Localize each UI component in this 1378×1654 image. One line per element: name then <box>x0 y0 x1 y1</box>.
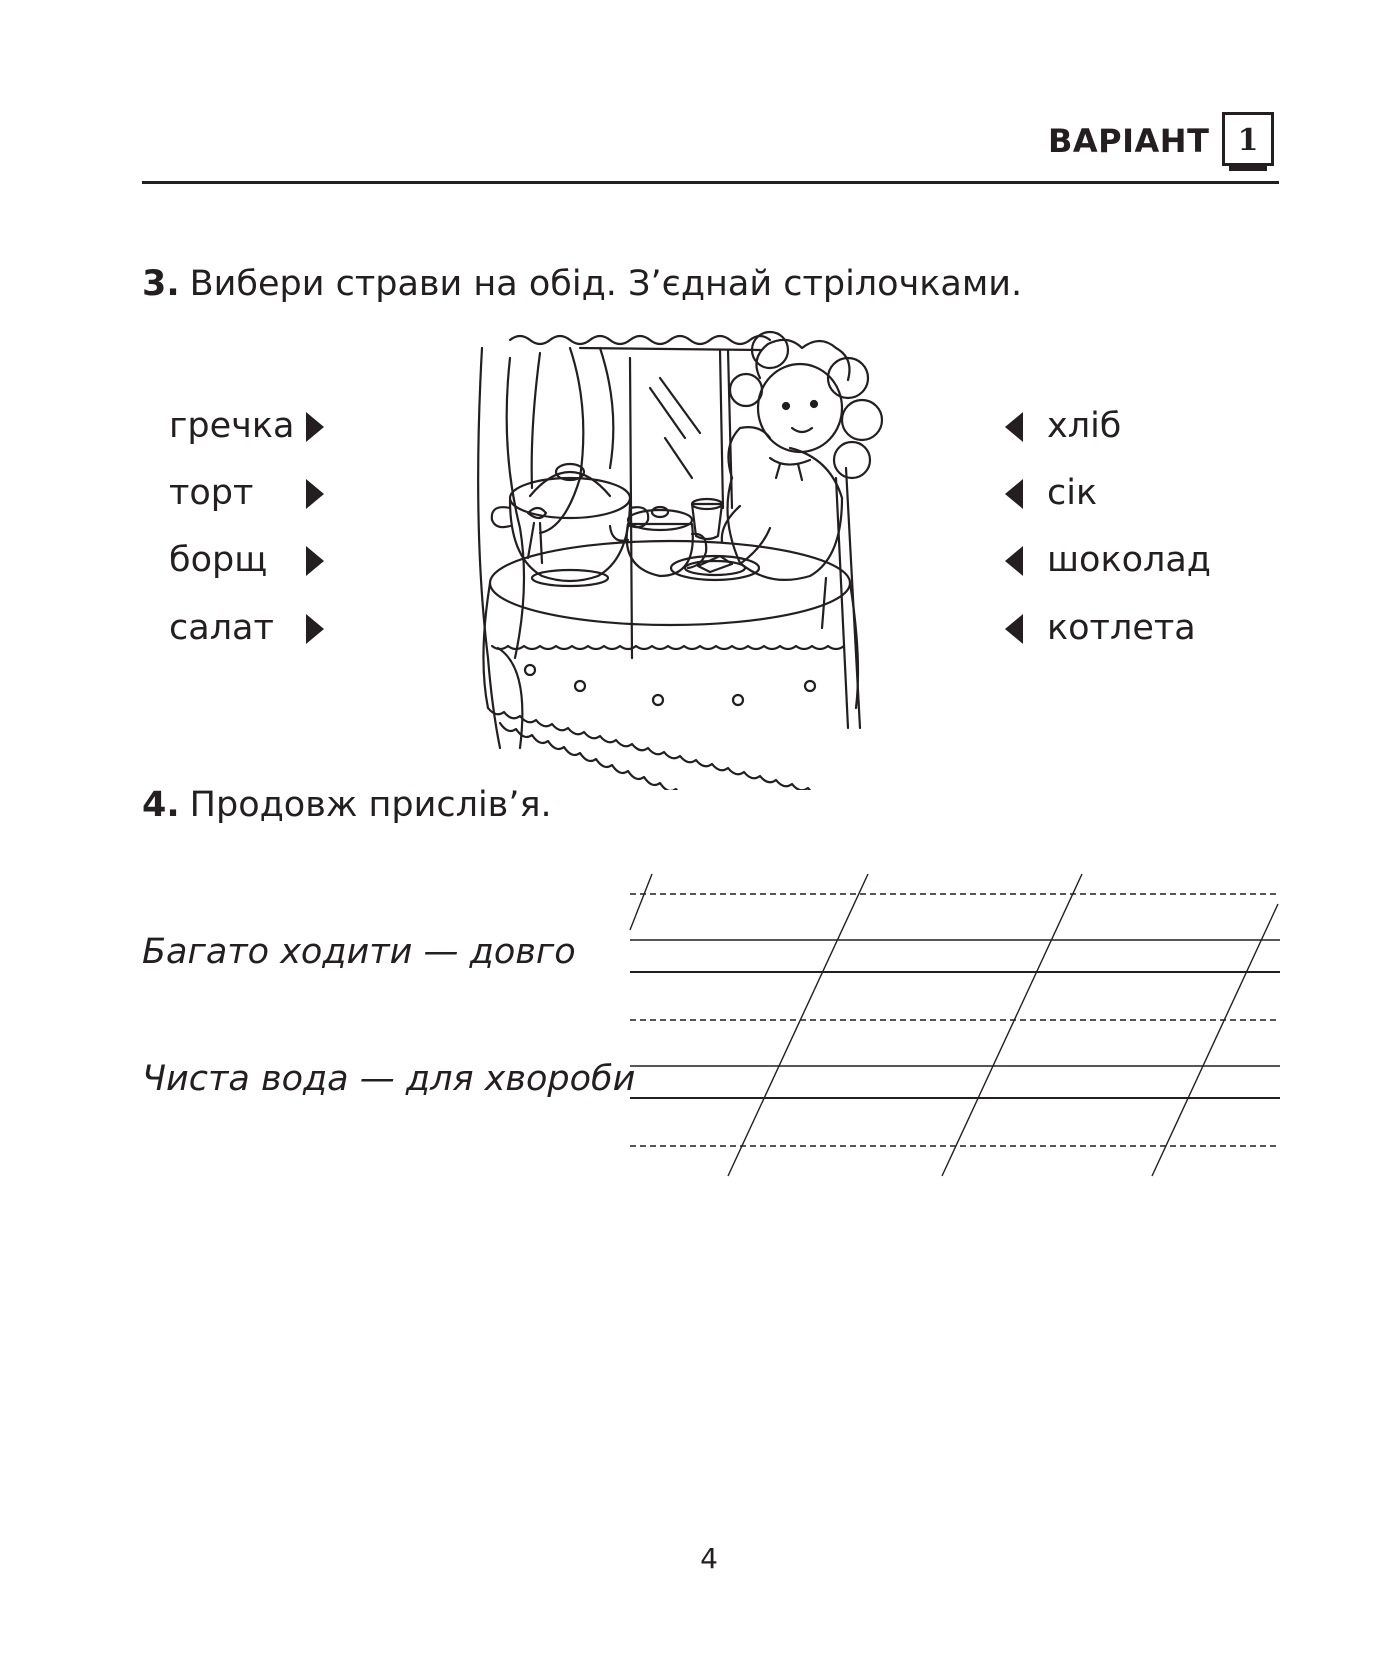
left-item: торт <box>169 473 254 513</box>
proverb-line: Чиста вода — для хвороби <box>142 1059 636 1099</box>
header-rule <box>142 181 1279 184</box>
left-item-marker[interactable] <box>306 546 324 576</box>
right-item-marker[interactable] <box>1005 614 1023 644</box>
right-item: хліб <box>1047 406 1122 446</box>
left-item-marker[interactable] <box>306 614 324 644</box>
variant-number-box: 1 <box>1222 112 1274 166</box>
right-item-marker[interactable] <box>1005 546 1023 576</box>
task-4-number: 4. <box>142 785 180 825</box>
variant-box-shadow <box>1229 165 1267 171</box>
task-4-title <box>142 785 552 825</box>
task-3-title <box>142 264 1022 304</box>
right-item: котлета <box>1047 608 1196 648</box>
left-item-marker[interactable] <box>306 412 324 442</box>
right-item: сік <box>1047 473 1098 513</box>
variant-label: ВАРІАНТ <box>1048 122 1210 160</box>
page-number: 4 <box>700 1542 718 1575</box>
task-3-number: 3. <box>142 264 180 304</box>
left-item: борщ <box>169 540 268 580</box>
task-3-text: Вибери страви на обід. З’єднай стрілочками. <box>189 264 1023 304</box>
task-4-text: Продовж прислів’я. <box>189 785 552 825</box>
proverb-line: Багато ходити — довго <box>142 932 576 972</box>
right-item-marker[interactable] <box>1005 412 1023 442</box>
handwriting-lines[interactable] <box>620 860 1280 1180</box>
girl-at-table-illustration <box>470 328 910 790</box>
left-item: салат <box>169 608 274 648</box>
left-item-marker[interactable] <box>306 479 324 509</box>
right-item: шоколад <box>1047 540 1212 580</box>
right-item-marker[interactable] <box>1005 479 1023 509</box>
left-item: гречка <box>169 406 295 446</box>
